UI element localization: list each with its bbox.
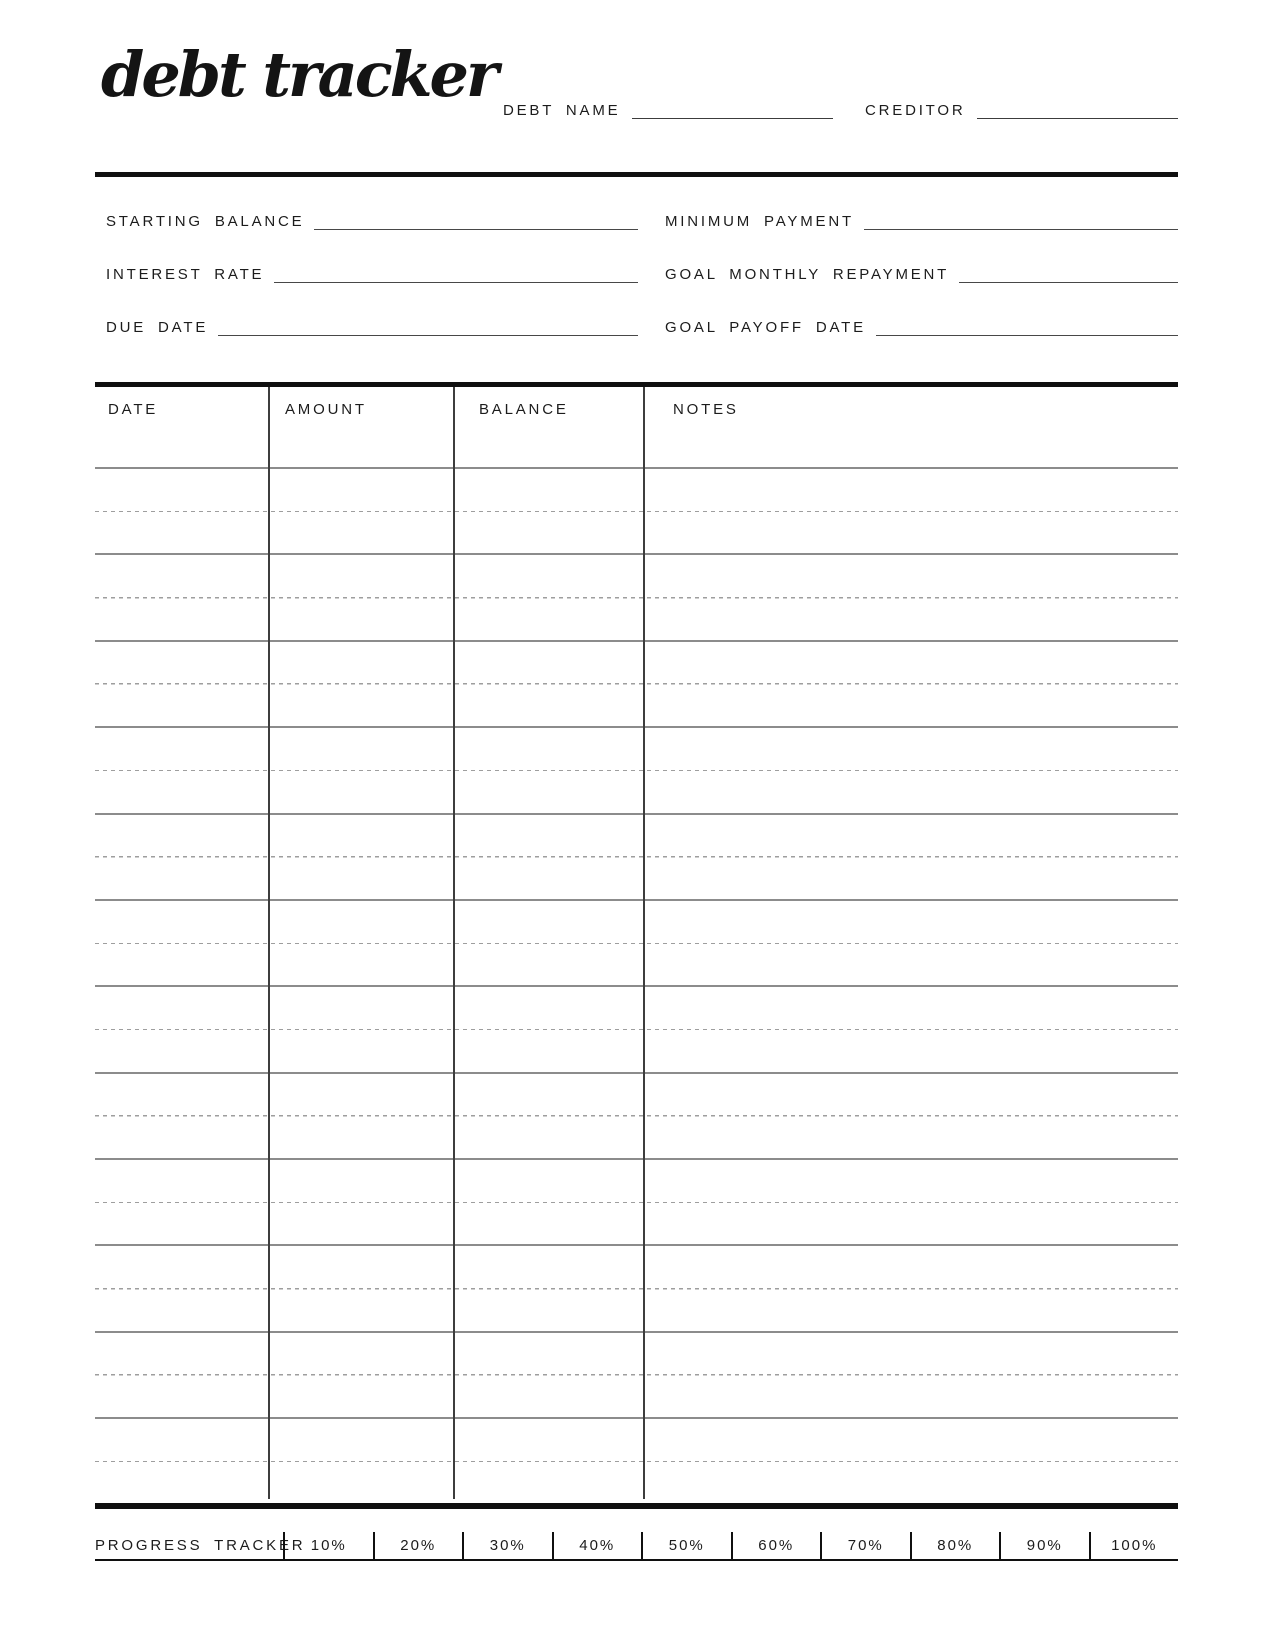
progress-segment-20[interactable] bbox=[373, 1532, 463, 1559]
goal-monthly-repayment-label: GOAL MONTHLY REPAYMENT bbox=[665, 266, 950, 283]
progress-segment-100[interactable] bbox=[1089, 1532, 1179, 1559]
table-row[interactable] bbox=[95, 469, 1178, 512]
debt-name-label: DEBT NAME bbox=[503, 102, 621, 119]
summary-left-column bbox=[95, 177, 638, 336]
table-row[interactable] bbox=[95, 1160, 1178, 1203]
column-header-date bbox=[95, 387, 268, 467]
goal-monthly-repayment-input-line[interactable] bbox=[959, 269, 1178, 283]
table-row[interactable] bbox=[95, 599, 1178, 642]
column-header-amount bbox=[268, 387, 453, 467]
due-date-input-line[interactable] bbox=[218, 322, 638, 336]
creditor-field bbox=[865, 102, 1178, 119]
table-row[interactable] bbox=[95, 1074, 1178, 1117]
progress-percent-label: 10% bbox=[310, 1537, 347, 1554]
table-row[interactable] bbox=[95, 1290, 1178, 1333]
progress-tracker-label-cell bbox=[95, 1536, 306, 1555]
column-header-amount-label: AMOUNT bbox=[285, 401, 367, 418]
table-row[interactable] bbox=[95, 1030, 1178, 1073]
table-row[interactable] bbox=[95, 815, 1178, 858]
debt-name-field bbox=[503, 102, 833, 119]
progress-percent-label: 50% bbox=[668, 1537, 705, 1554]
starting-balance-input-line[interactable] bbox=[314, 216, 638, 230]
goal-payoff-date-label: GOAL PAYOFF DATE bbox=[665, 319, 866, 336]
payments-table bbox=[95, 382, 1178, 1509]
interest-rate-field bbox=[95, 230, 638, 283]
minimum-payment-field bbox=[665, 177, 1178, 230]
column-header-notes bbox=[643, 387, 1178, 467]
progress-percent-label: 100% bbox=[1111, 1537, 1158, 1554]
column-divider bbox=[453, 387, 455, 1499]
progress-percent-label: 40% bbox=[579, 1537, 616, 1554]
page-title: debt tracker bbox=[101, 38, 496, 111]
minimum-payment-input-line[interactable] bbox=[864, 216, 1178, 230]
minimum-payment-label: MINIMUM PAYMENT bbox=[665, 213, 854, 230]
table-row[interactable] bbox=[95, 555, 1178, 598]
summary-fields bbox=[95, 177, 1178, 336]
progress-segment-30[interactable] bbox=[462, 1532, 552, 1559]
page-header bbox=[95, 0, 1178, 177]
goal-monthly-repayment-field bbox=[665, 230, 1178, 283]
summary-right-column bbox=[665, 177, 1178, 336]
column-divider bbox=[643, 387, 645, 1499]
due-date-field bbox=[95, 283, 638, 336]
progress-percent-label: 90% bbox=[1026, 1537, 1063, 1554]
interest-rate-input-line[interactable] bbox=[274, 269, 638, 283]
progress-segment-60[interactable] bbox=[731, 1532, 821, 1559]
goal-payoff-date-input-line[interactable] bbox=[876, 322, 1178, 336]
table-row[interactable] bbox=[95, 1333, 1178, 1376]
starting-balance-field bbox=[95, 177, 638, 230]
table-header-row bbox=[95, 387, 1178, 469]
interest-rate-label: INTEREST RATE bbox=[106, 266, 265, 283]
progress-percent-label: 20% bbox=[400, 1537, 437, 1554]
table-row[interactable] bbox=[95, 901, 1178, 944]
table-row[interactable] bbox=[95, 728, 1178, 771]
progress-segment-40[interactable] bbox=[552, 1532, 642, 1559]
table-body bbox=[95, 469, 1178, 1462]
column-header-balance-label: BALANCE bbox=[479, 401, 569, 418]
column-header-notes-label: NOTES bbox=[673, 401, 739, 418]
creditor-label: CREDITOR bbox=[865, 102, 966, 119]
starting-balance-label: STARTING BALANCE bbox=[106, 213, 305, 230]
table-row[interactable] bbox=[95, 987, 1178, 1030]
table-row[interactable] bbox=[95, 512, 1178, 555]
column-header-date-label: DATE bbox=[108, 401, 159, 418]
table-row[interactable] bbox=[95, 1376, 1178, 1419]
progress-percent-label: 30% bbox=[489, 1537, 526, 1554]
due-date-label: DUE DATE bbox=[106, 319, 209, 336]
table-row[interactable] bbox=[95, 685, 1178, 728]
progress-percent-label: 80% bbox=[937, 1537, 974, 1554]
progress-percent-label: 70% bbox=[847, 1537, 884, 1554]
progress-segment-70[interactable] bbox=[820, 1532, 910, 1559]
table-row[interactable] bbox=[95, 642, 1178, 685]
progress-tracker-label: PROGRESS TRACKER bbox=[95, 1536, 306, 1554]
progress-percent-label: 60% bbox=[758, 1537, 795, 1554]
column-header-balance bbox=[453, 387, 643, 467]
table-row[interactable] bbox=[95, 1117, 1178, 1160]
goal-payoff-date-field bbox=[665, 283, 1178, 336]
progress-segment-80[interactable] bbox=[910, 1532, 1000, 1559]
progress-segment-90[interactable] bbox=[999, 1532, 1089, 1559]
table-row[interactable] bbox=[95, 944, 1178, 987]
debt-name-input-line[interactable] bbox=[632, 105, 833, 119]
table-row[interactable] bbox=[95, 1419, 1178, 1462]
table-row[interactable] bbox=[95, 771, 1178, 814]
column-divider bbox=[268, 387, 270, 1499]
creditor-input-line[interactable] bbox=[977, 105, 1178, 119]
progress-tracker bbox=[95, 1532, 1178, 1561]
progress-segment-10[interactable] bbox=[283, 1532, 373, 1559]
table-row[interactable] bbox=[95, 1203, 1178, 1246]
progress-segment-50[interactable] bbox=[641, 1532, 731, 1559]
table-row[interactable] bbox=[95, 858, 1178, 901]
table-row[interactable] bbox=[95, 1246, 1178, 1289]
